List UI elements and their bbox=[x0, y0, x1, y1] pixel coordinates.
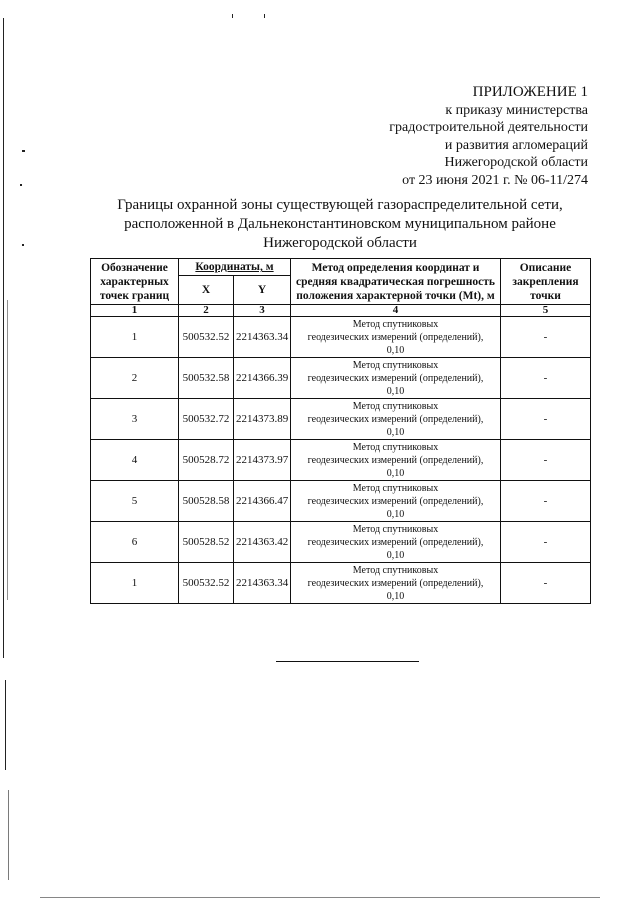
cell-x: 500532.52 bbox=[179, 563, 234, 604]
document-title bbox=[90, 196, 590, 253]
header-x: X bbox=[179, 276, 234, 305]
cell-fixing: - bbox=[501, 399, 591, 440]
cell-method bbox=[291, 399, 501, 440]
appendix-line: градостроительной деятельности bbox=[389, 120, 588, 135]
method-line: геодезических измерений (определений), bbox=[307, 495, 484, 507]
cell-fixing: - bbox=[501, 440, 591, 481]
table-row bbox=[91, 358, 591, 399]
cell-method bbox=[291, 317, 501, 358]
header-coordinates bbox=[179, 259, 291, 276]
method-line: Метод спутниковых bbox=[352, 441, 439, 453]
table-row bbox=[91, 481, 591, 522]
method-line: Метод спутниковых bbox=[352, 523, 439, 535]
cell-method bbox=[291, 358, 501, 399]
cell-fixing: - bbox=[501, 358, 591, 399]
method-line: Метод спутниковых bbox=[352, 482, 439, 494]
method-line: 0,10 bbox=[386, 549, 405, 561]
header-point: Обозначение характерных точек границ bbox=[91, 259, 179, 305]
method-line: геодезических измерений (определений), bbox=[307, 413, 484, 425]
table-row bbox=[91, 399, 591, 440]
scan-edge-line bbox=[7, 300, 8, 600]
cell-y: 2214366.47 bbox=[234, 481, 291, 522]
title-line: Нижегородской области bbox=[263, 235, 417, 251]
scan-edge-line bbox=[3, 18, 4, 658]
cell-method bbox=[291, 440, 501, 481]
cell-x: 500532.72 bbox=[179, 399, 234, 440]
cell-point: 1 bbox=[91, 563, 179, 604]
cell-point: 1 bbox=[91, 317, 179, 358]
appendix-header bbox=[228, 84, 588, 189]
column-number: 4 bbox=[291, 305, 501, 317]
method-line: Метод спутниковых bbox=[352, 564, 439, 576]
cell-method bbox=[291, 563, 501, 604]
column-number: 1 bbox=[91, 305, 179, 317]
appendix-line: и развития агломераций bbox=[444, 137, 588, 153]
cell-fixing: - bbox=[501, 481, 591, 522]
method-line: геодезических измерений (определений), bbox=[307, 331, 484, 343]
table-row bbox=[91, 522, 591, 563]
cell-method bbox=[291, 522, 501, 563]
cell-y: 2214373.97 bbox=[234, 440, 291, 481]
cell-point: 6 bbox=[91, 522, 179, 563]
column-number: 5 bbox=[501, 305, 591, 317]
method-line: 0,10 bbox=[386, 467, 405, 479]
table-row bbox=[91, 440, 591, 481]
scan-dot bbox=[232, 14, 233, 18]
cell-x: 500528.72 bbox=[179, 440, 234, 481]
title-line: Границы охранной зоны существующей газораспределительной сети, bbox=[117, 197, 563, 213]
cell-fixing: - bbox=[501, 563, 591, 604]
header-fixing: Описание закрепления точки bbox=[501, 259, 591, 305]
cell-y: 2214366.39 bbox=[234, 358, 291, 399]
header-coordinates-label: Координаты, м bbox=[195, 261, 274, 273]
method-line: геодезических измерений (определений), bbox=[307, 577, 484, 589]
method-line: Метод спутниковых bbox=[352, 359, 439, 371]
scan-dot bbox=[22, 244, 24, 246]
method-line: геодезических измерений (определений), bbox=[307, 536, 484, 548]
method-line: геодезических измерений (определений), bbox=[307, 454, 484, 466]
method-line: 0,10 bbox=[386, 508, 405, 520]
method-line: 0,10 bbox=[386, 344, 405, 356]
cell-x: 500528.52 bbox=[179, 522, 234, 563]
appendix-line: от 23 июня 2021 г. № 06-11/274 bbox=[402, 172, 588, 188]
header-method: Метод определения координат и средняя квадратическая погрешность положения характерной точки (Mt), м bbox=[291, 259, 501, 305]
appendix-line: к приказу министерства bbox=[445, 102, 588, 118]
cell-y: 2214363.34 bbox=[234, 563, 291, 604]
scan-edge-line bbox=[5, 680, 6, 770]
method-line: 0,10 bbox=[386, 426, 405, 438]
header-y: Y bbox=[234, 276, 291, 305]
cell-x: 500528.58 bbox=[179, 481, 234, 522]
method-line: Метод спутниковых bbox=[352, 400, 439, 412]
cell-fixing: - bbox=[501, 522, 591, 563]
cell-x: 500532.52 bbox=[179, 317, 234, 358]
method-line: Метод спутниковых bbox=[352, 318, 439, 330]
cell-point: 2 bbox=[91, 358, 179, 399]
scan-edge-line bbox=[8, 790, 9, 880]
scan-dot bbox=[20, 184, 22, 186]
cell-y: 2214363.42 bbox=[234, 522, 291, 563]
closing-rule bbox=[276, 661, 419, 662]
cell-y: 2214373.89 bbox=[234, 399, 291, 440]
cell-x: 500532.58 bbox=[179, 358, 234, 399]
scan-dot bbox=[264, 14, 265, 18]
table-row bbox=[91, 563, 591, 604]
cell-point: 4 bbox=[91, 440, 179, 481]
table-row bbox=[91, 317, 591, 358]
cell-fixing: - bbox=[501, 317, 591, 358]
cell-point: 5 bbox=[91, 481, 179, 522]
method-line: 0,10 bbox=[386, 385, 405, 397]
cell-method bbox=[291, 481, 501, 522]
column-number: 2 bbox=[179, 305, 234, 317]
boundary-points-table bbox=[90, 258, 591, 604]
title-line: расположенной в Дальнеконстантиновском муниципальном районе bbox=[124, 216, 556, 232]
cell-y: 2214363.34 bbox=[234, 317, 291, 358]
appendix-line: Нижегородской области bbox=[444, 155, 588, 170]
appendix-line: ПРИЛОЖЕНИЕ 1 bbox=[472, 84, 588, 100]
method-line: 0,10 bbox=[386, 590, 405, 602]
scan-dot bbox=[22, 150, 25, 152]
column-number: 3 bbox=[234, 305, 291, 317]
scan-bottom-line bbox=[40, 897, 600, 898]
method-line: геодезических измерений (определений), bbox=[307, 372, 484, 384]
cell-point: 3 bbox=[91, 399, 179, 440]
